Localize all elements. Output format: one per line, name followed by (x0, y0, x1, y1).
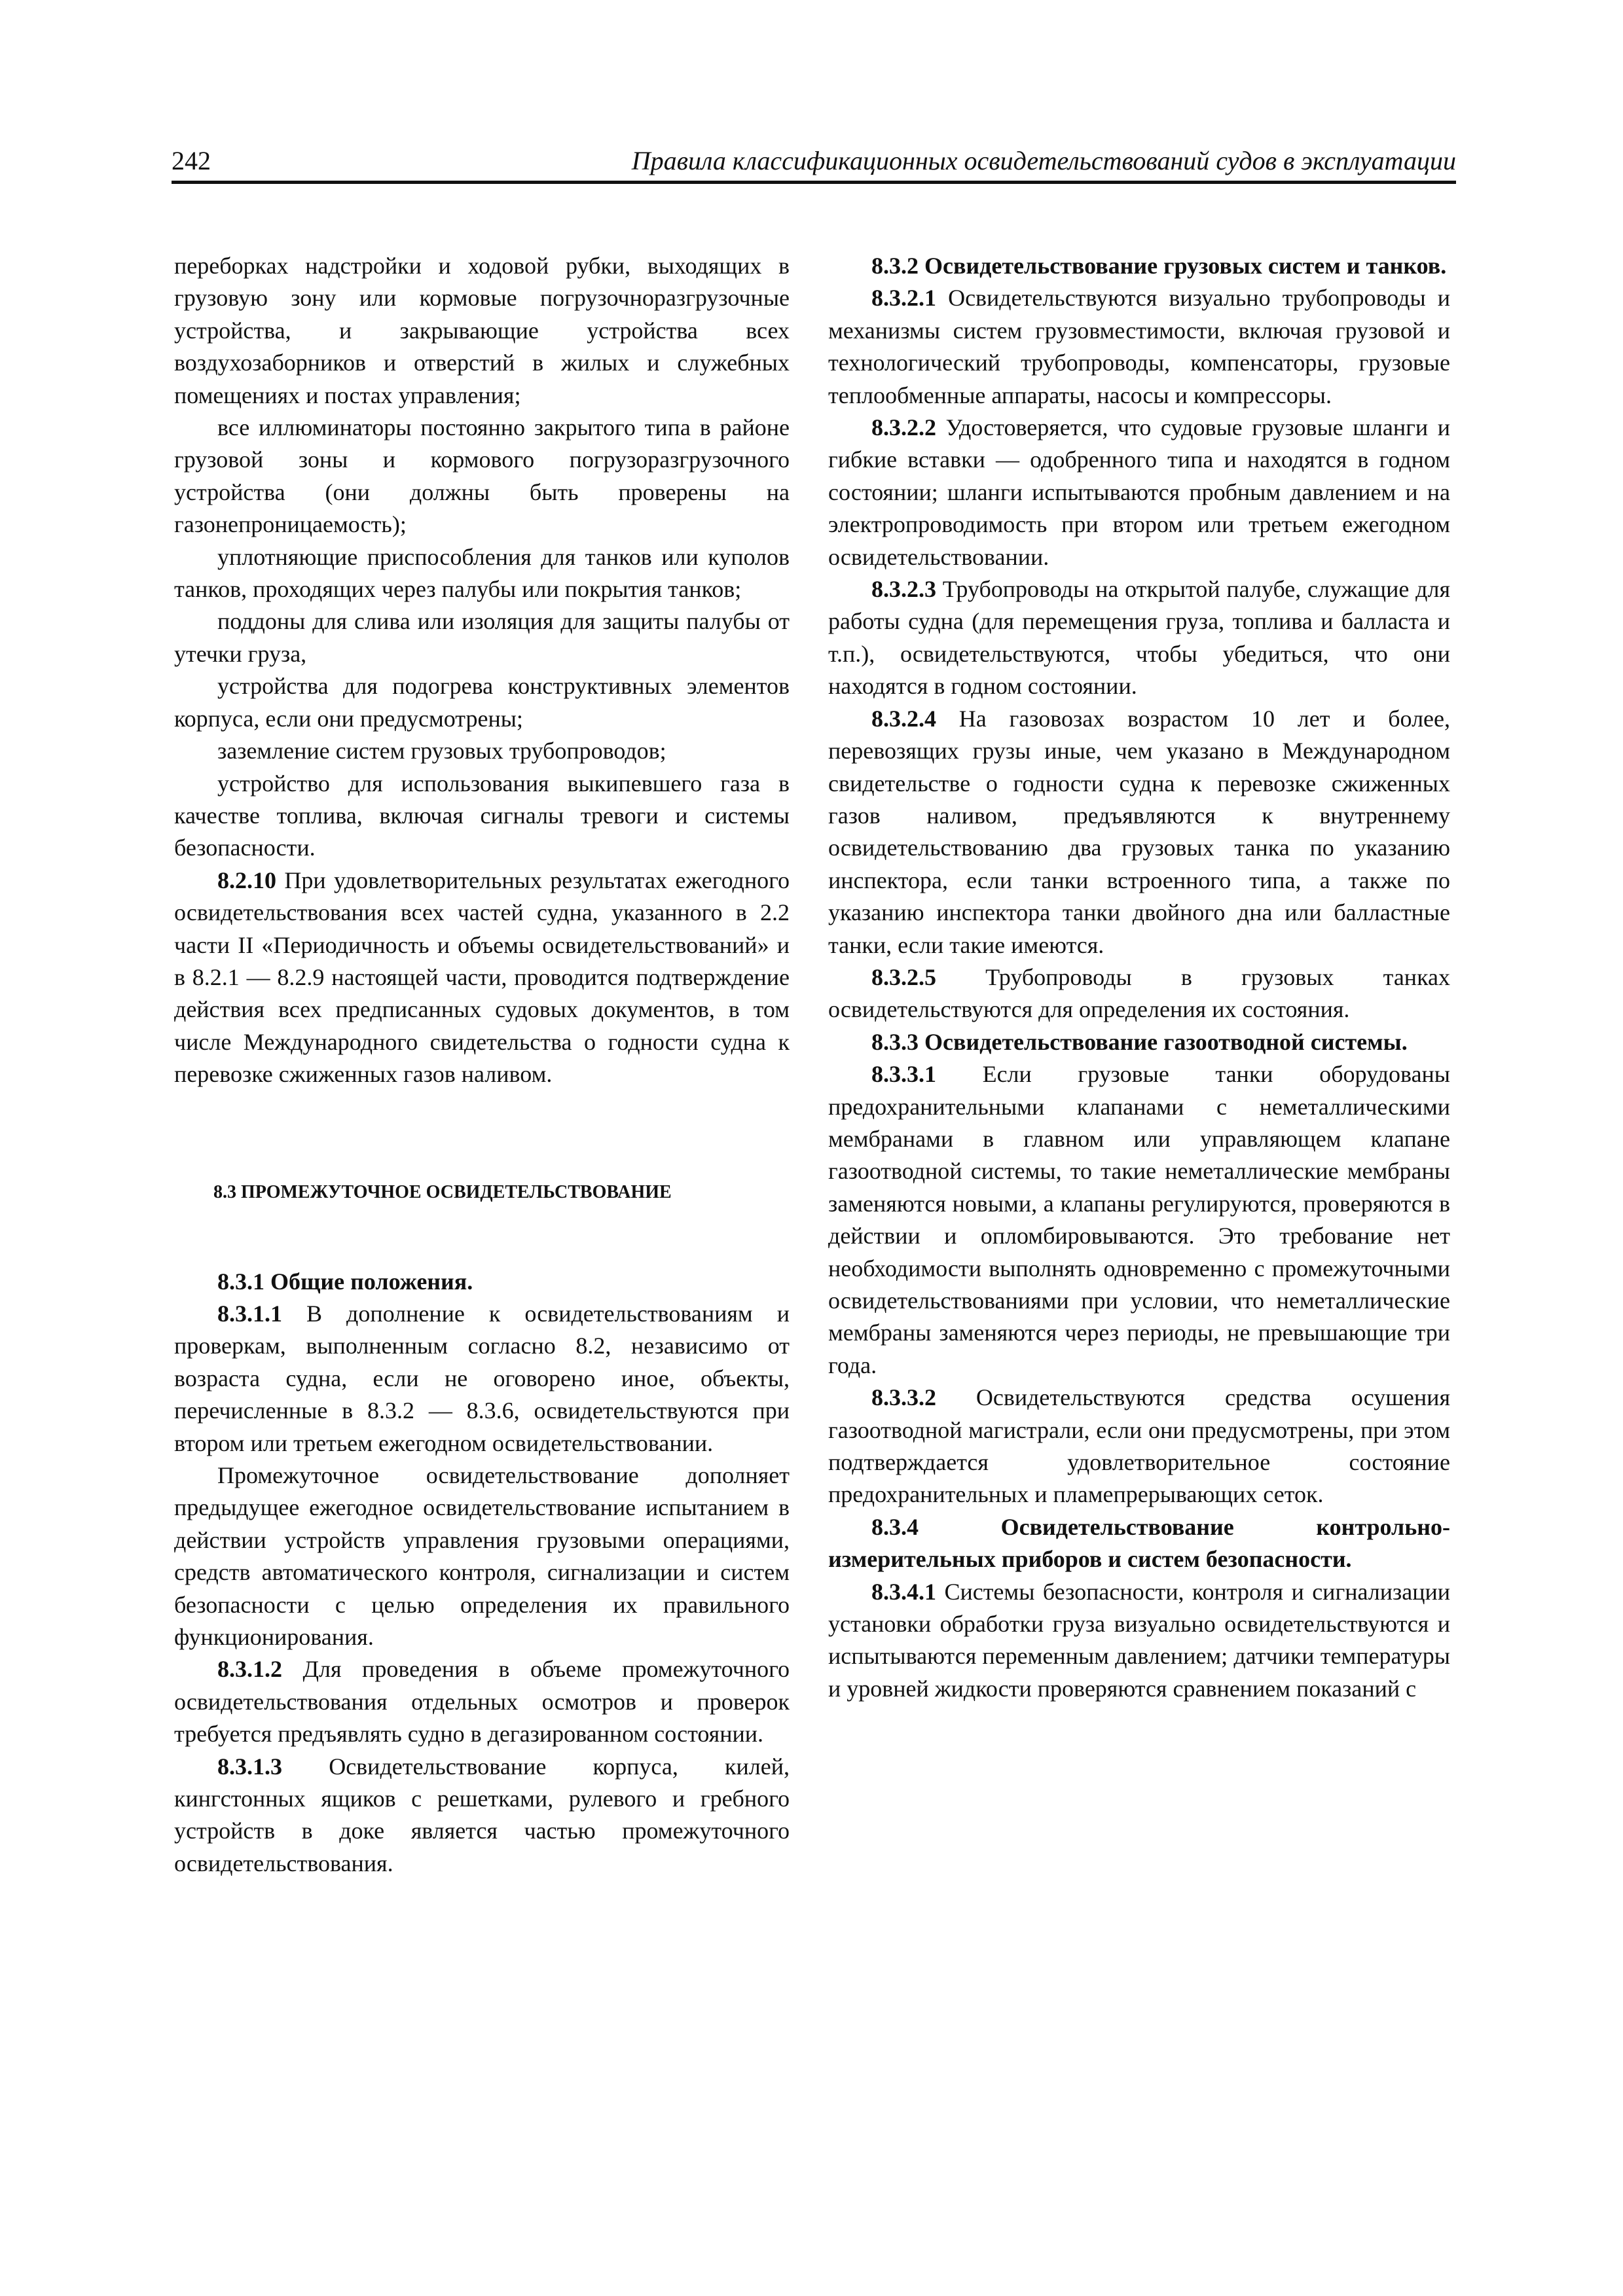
page-number: 242 (172, 146, 211, 175)
clause-number: 8.3.4.1 (871, 1578, 936, 1605)
clause-number: 8.3.1.2 (217, 1656, 282, 1683)
paragraph: устройство для использования выкипевшего газа в качестве топлива, включая сигналы тревоги и системы безопасности. (174, 770, 790, 861)
clause-text: На газовозах возрастом 10 лет и более, перевозящих грузы иные, чем указано в Международном свидетельстве о годности судна к перевозке сжиженных газов наливом, предъявляются к внутреннему освидетельствованию два грузовых танка по указанию инспектора, если танки встроенного типа, а также по указанию инспектора танки двойного дна или балластные танки, если такие имеются. (828, 705, 1450, 958)
section-heading: 8.3 ПРОМЕЖУТОЧНОЕ ОСВИДЕТЕЛЬСТВОВАНИЕ (213, 1181, 672, 1202)
clause-number: 8.2.10 (217, 867, 276, 893)
clause-8-3-1-2 (174, 1653, 790, 1750)
paragraph: заземление систем грузовых трубопроводов; (217, 738, 666, 764)
clause-number: 8.3.3.1 (871, 1061, 936, 1088)
clause-8-3-3-1 (828, 1058, 1450, 1382)
clause-number: 8.3.1.3 (217, 1753, 282, 1780)
clause-number: 8.3.2.5 (871, 963, 936, 990)
clause-text: Освидетельствуются визуально трубопроводы и механизмы систем грузовместимости, включая грузовой и технологический трубопроводы, компенсаторы, грузовые теплообменные аппараты, насосы и компрессоры. (828, 285, 1450, 408)
spacer (174, 1091, 790, 1176)
clause-8-3-2-1 (828, 282, 1450, 412)
clause-8-3-1-3 (174, 1751, 790, 1880)
subsection-title: 8.3.3 Освидетельствование газоотводной системы. (871, 1028, 1408, 1055)
clause-number: 8.3.2.3 (871, 576, 936, 603)
paragraph: устройства для подогрева конструктивных элементов корпуса, если они предусмотрены; (174, 673, 790, 732)
clause-text: Удостоверяется, что судовые грузовые шланги и гибкие вставки — одобренного типа и находятся в годном состоянии; шланги испытываются пробным давлением и на электропроводимость при втором или третьем ежегодном освидетельствовании. (828, 414, 1450, 570)
running-title: Правила классификационных освидетельствований судов в эксплуатации (631, 146, 1456, 175)
clause-number: 8.3.2.4 (871, 705, 936, 732)
clause-text: Освидетельствование корпуса, килей, кингстонных ящиков с решетками, рулевого и гребного устройств в доке является частью промежуточного освидетельствования. (174, 1753, 790, 1876)
clause-8-3-2-3 (828, 573, 1450, 703)
clause-8-3-2-4 (828, 703, 1450, 961)
paragraph: переборках надстройки и ходовой рубки, выходящих в грузовую зону или кормовые погрузочноразгрузочные устройства, и закрывающие устройства всех воздухозаборников и отверстий в жилых и служебных помещениях и постах управления; (174, 253, 790, 408)
clause-8-3-4-1 (828, 1576, 1450, 1706)
clause-8-2-10 (174, 865, 790, 1091)
right-column (828, 250, 1450, 1705)
paragraph: поддоны для слива или изоляция для защиты палубы от утечки груза, (174, 608, 790, 667)
clause-text: При удовлетворительных результатах ежегодного освидетельствования всех частей судна, указанного в 2.2 части II «Периодичность и объемы освидетельствований» и в 8.2.1 — 8.2.9 настоящей части, проводится подтверждение действия всех предписанных судовых документов, в том числе Международного свидетельства о годности судна к перевозке сжиженных газов наливом. (174, 867, 790, 1088)
clause-text: В дополнение к освидетельствованиям и проверкам, выполненным согласно 8.2, независимо от возраста судна, если не оговорено иное, объекты, перечисленные в 8.3.2 — 8.3.6, освидетельствуются при втором или третьем ежегодном освидетельствовании. (174, 1300, 790, 1456)
clause-8-3-2-2 (828, 412, 1450, 573)
clause-text: Трубопроводы в грузовых танках освидетельствуются для определения их состояния. (828, 963, 1450, 1023)
clause-number: 8.3.1.1 (217, 1300, 282, 1327)
clause-text: Трубопроводы на открытой палубе, служащие для работы судна (для перемещения груза, топлива и балласта и т.п.), освидетельствуются, чтобы убедиться, что они находятся в годном состоянии. (828, 576, 1450, 700)
clause-text: Если грузовые танки оборудованы предохранительными клапанами с неметаллическими мембранами в главном или управляющем клапане газоотводной системы, то такие неметаллические мембраны заменяются новыми, а клапаны регулируются, проверяются в действии и опломбировываются. Это требование нет необходимости выполнять одновременно с промежуточными освидетельствованиями при условии, что неметаллические мембраны заменяются через периоды, не превышающие три года. (828, 1061, 1450, 1378)
subsection-title: 8.3.2 Освидетельствование грузовых систем и танков. (871, 253, 1447, 279)
subsection-title: 8.3.4 Освидетельствование контрольно-измерительных приборов и систем безопасности. (828, 1513, 1450, 1573)
clause-text: Системы безопасности, контроля и сигнализации установки обработки груза визуально освидетельствуются и испытываются переменным давлением; датчики температуры и уровней жидкости проверяются сравнением показаний с (828, 1578, 1450, 1702)
clause-8-3-3-2 (828, 1382, 1450, 1511)
paragraph: все иллюминаторы постоянно закрытого типа в районе грузовой зоны и кормового погрузоразгрузочного устройства (они должны быть проверены на газонепроницаемость); (174, 414, 790, 538)
clause-8-3-1-1 (174, 1298, 790, 1460)
clause-number: 8.3.2.2 (871, 414, 936, 441)
clause-number: 8.3.3.2 (871, 1384, 936, 1411)
subsection-title: 8.3.1 Общие положения. (217, 1268, 473, 1295)
clause-8-3-2-5 (828, 961, 1450, 1026)
paragraph: Промежуточное освидетельствование дополняет предыдущее ежегодное освидетельствование испытанием в действии устройств управления грузовыми операциями, средств автоматического контроля, сигнализации и систем безопасности с целью определения их правильного функционирования. (174, 1462, 790, 1651)
left-column (174, 250, 790, 1880)
clause-text: Освидетельствуются средства осушения газоотводной магистрали, если они предусмотрены, при этом подтверждается удовлетворительное состояние предохранительных и пламепрерывающих сеток. (828, 1384, 1450, 1508)
spacer (174, 1208, 790, 1266)
page-header (172, 143, 1456, 184)
clause-text: Для проведения в объеме промежуточного освидетельствования отдельных осмотров и проверок требуется предъявлять судно в дегазированном состоянии. (174, 1656, 790, 1748)
paragraph: уплотняющие приспособления для танков или куполов танков, проходящих через палубы или покрытия танков; (174, 543, 790, 603)
clause-number: 8.3.2.1 (871, 285, 936, 312)
